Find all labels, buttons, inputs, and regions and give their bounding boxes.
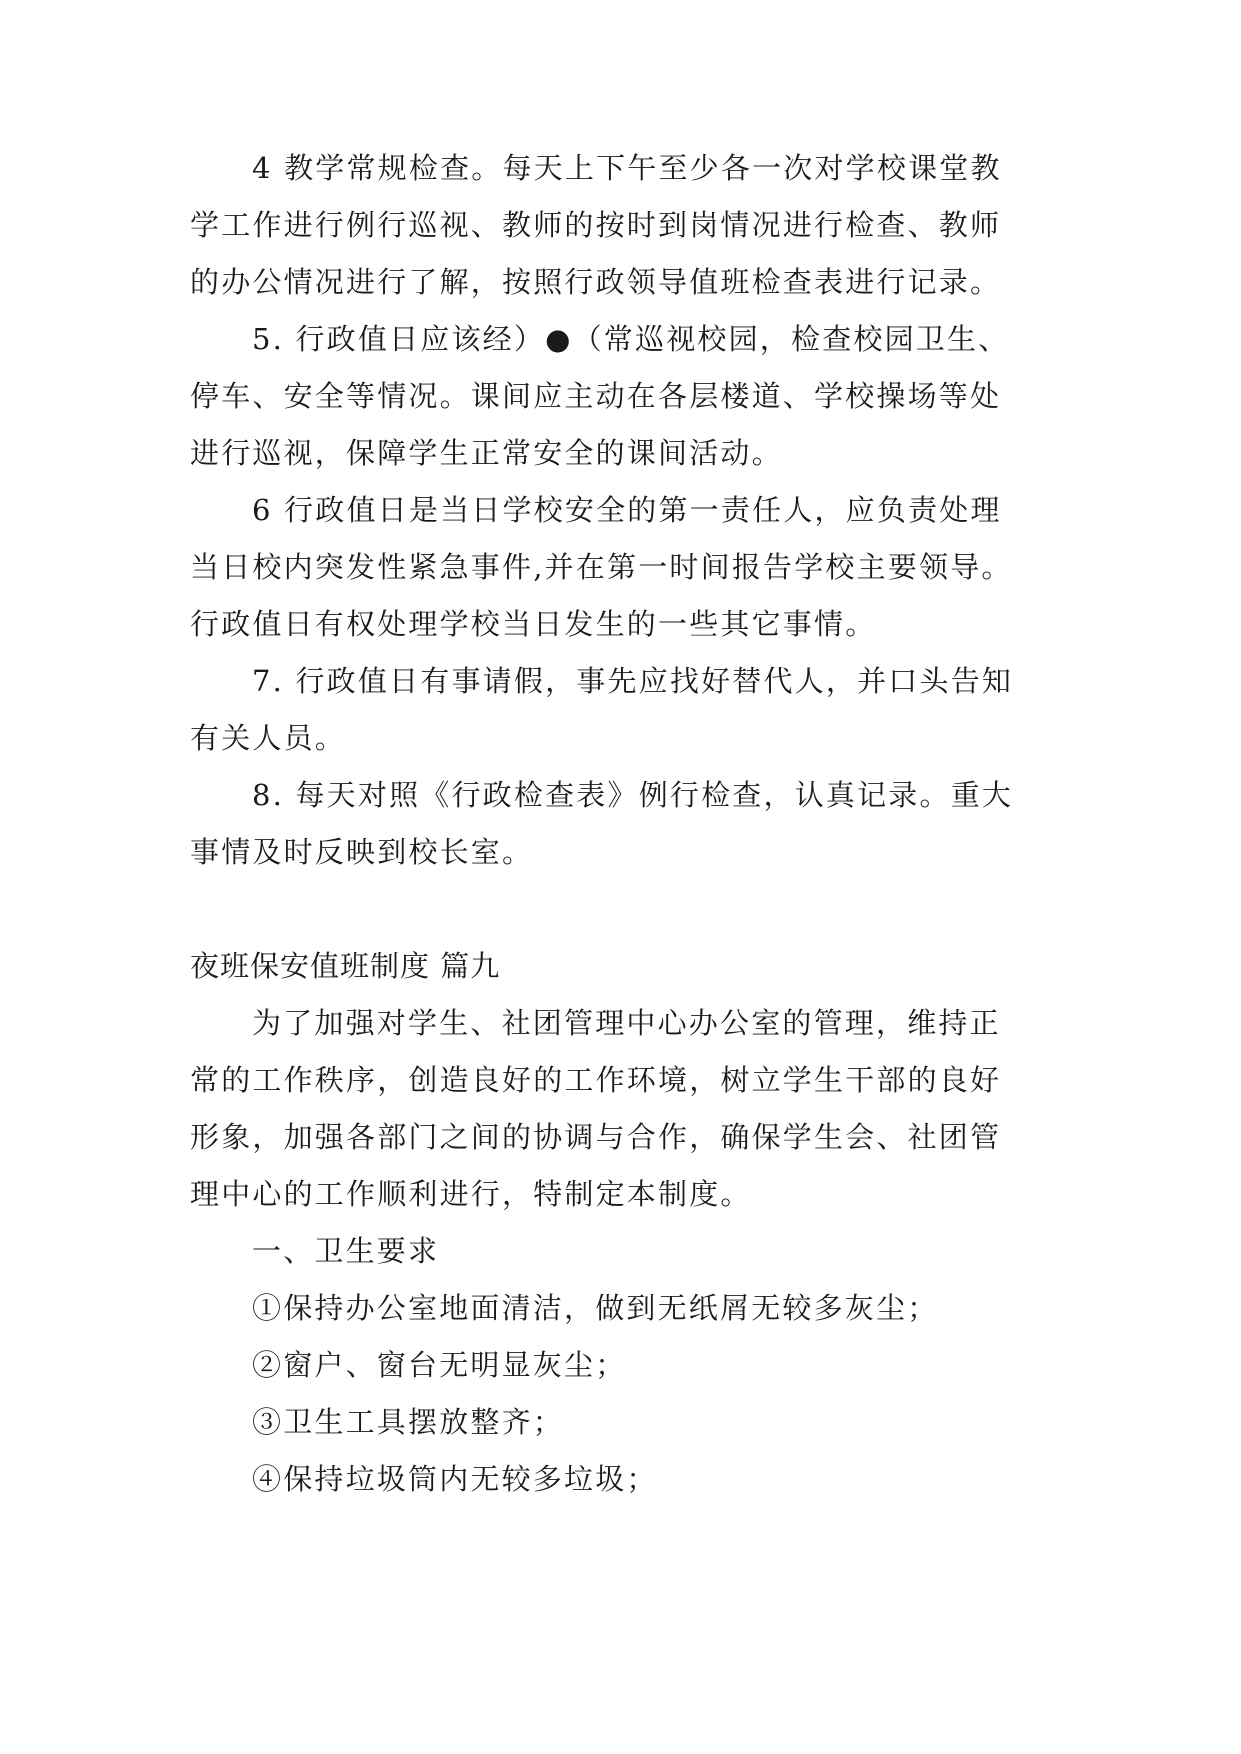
paragraph-8-line-2: 事情及时反映到校长室。 (190, 835, 534, 869)
intro-line-3: 形象，加强各部门之间的协调与合作，确保学生会、社团管 (190, 1120, 1002, 1154)
paragraph-5-line-1: 5. 行政值日应该经）●（常巡视校园，检查校园卫生、 (252, 322, 1010, 356)
paragraph-6-line-2: 当日校内突发性紧急事件,并在第一时间报告学校主要领导。 (190, 550, 1013, 584)
subsection-heading: 一、卫生要求 (252, 1234, 440, 1268)
paragraph-8-line-1: 8. 每天对照《行政检查表》例行检查，认真记录。重大 (252, 778, 1014, 812)
paragraph-4-line-3: 的办公情况进行了解，按照行政领导值班检查表进行记录。 (190, 265, 1002, 299)
paragraph-6-line-3: 行政值日有权处理学校当日发生的一些其它事情。 (190, 607, 877, 641)
hygiene-item-3: ③卫生工具摆放整齐； (252, 1405, 565, 1439)
hygiene-item-4: ④保持垃圾筒内无较多垃圾； (252, 1462, 658, 1496)
paragraph-4-line-2: 学工作进行例行巡视、教师的按时到岗情况进行检查、教师 (190, 208, 1002, 242)
paragraph-5-line-2: 停车、安全等情况。课间应主动在各层楼道、学校操场等处 (190, 379, 1002, 413)
intro-line-4: 理中心的工作顺利进行，特制定本制度。 (190, 1177, 752, 1211)
hygiene-item-1: ①保持办公室地面清洁，做到无纸屑无较多灰尘； (252, 1291, 939, 1325)
paragraph-5-line-3: 进行巡视，保障学生正常安全的课间活动。 (190, 436, 783, 470)
paragraph-7-line-1: 7. 行政值日有事请假，事先应找好替代人，并口头告知 (252, 664, 1014, 698)
section-heading: 夜班保安值班制度 篇九 (190, 949, 501, 983)
intro-line-2: 常的工作秩序，创造良好的工作环境，树立学生干部的良好 (190, 1063, 1002, 1097)
intro-line-1: 为了加强对学生、社团管理中心办公室的管理，维持正 (252, 1006, 1001, 1040)
paragraph-4-line-1: 4 教学常规检查。每天上下午至少各一次对学校课堂教 (252, 151, 1002, 185)
paragraph-6-line-1: 6 行政值日是当日学校安全的第一责任人，应负责处理 (252, 493, 1002, 527)
hygiene-item-2: ②窗户、窗台无明显灰尘； (252, 1348, 627, 1382)
paragraph-7-line-2: 有关人员。 (190, 721, 347, 755)
